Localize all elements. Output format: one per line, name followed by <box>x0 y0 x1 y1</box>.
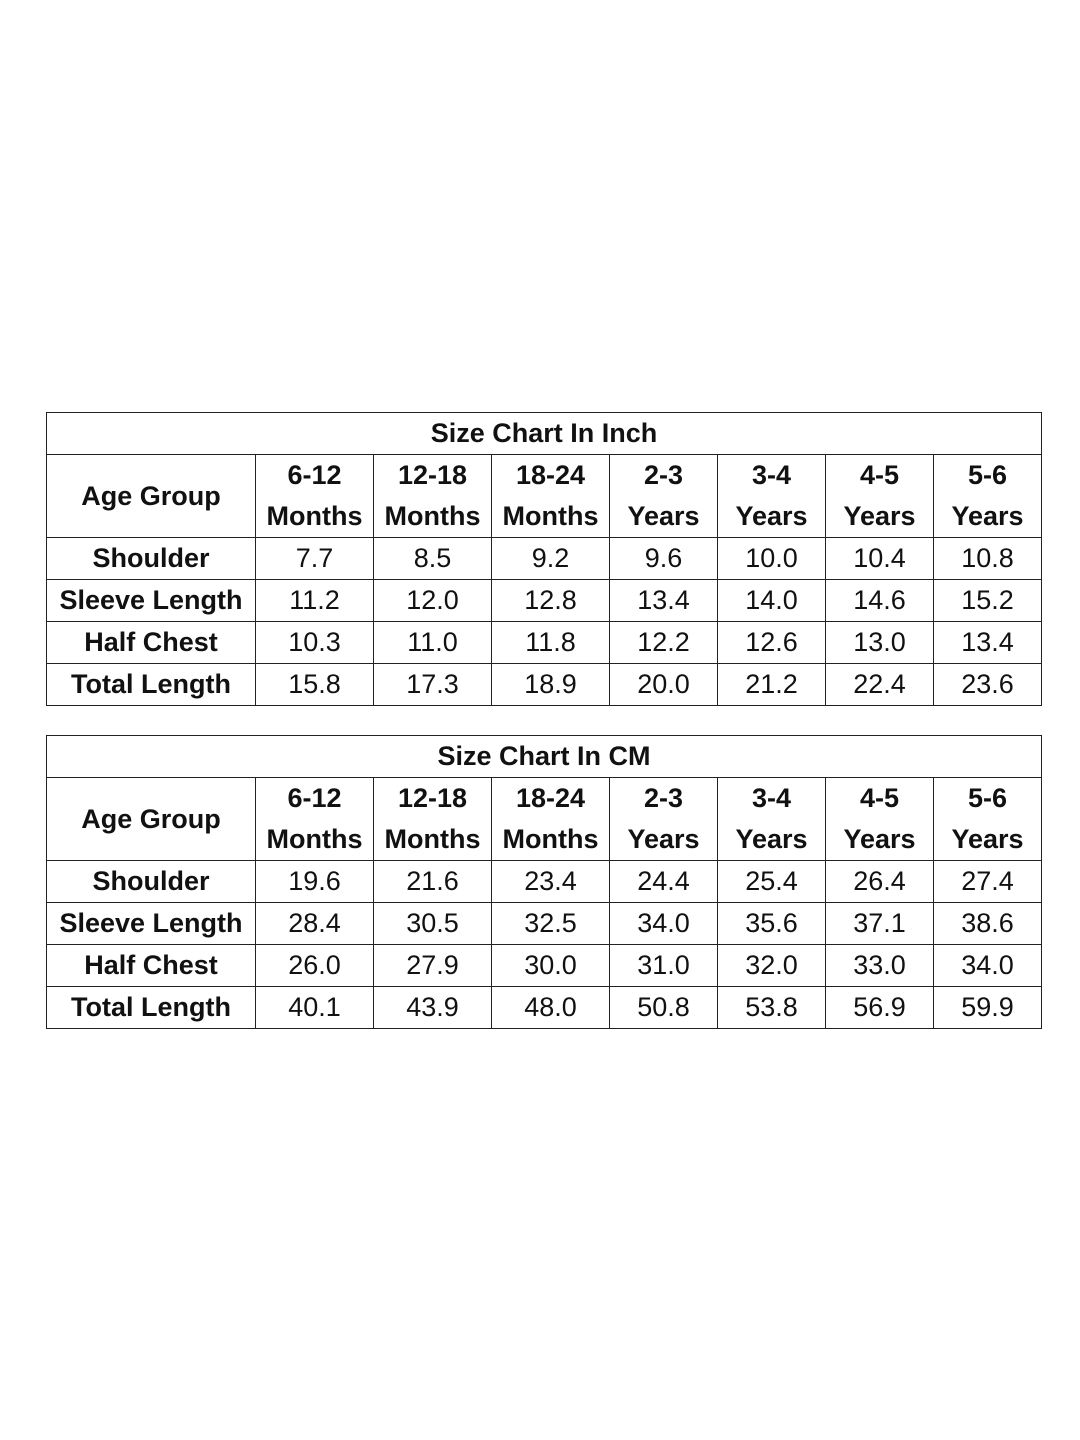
column-header-range: 12-18 <box>397 783 468 813</box>
column-header-unit: Years <box>627 501 700 531</box>
table-cell: 9.6 <box>610 538 718 580</box>
column-header-range: 5-6 <box>968 783 1008 813</box>
row-label: Half Chest <box>47 622 256 664</box>
table-row-shoulder <box>47 861 1042 903</box>
table-cell: 38.6 <box>934 903 1042 945</box>
table-cell: 35.6 <box>718 903 826 945</box>
table-row-total-length <box>47 664 1042 706</box>
table-cell: 48.0 <box>492 987 610 1029</box>
row-label: Total Length <box>47 664 256 706</box>
column-header-unit: Years <box>735 501 808 531</box>
table-cell: 15.2 <box>934 580 1042 622</box>
table-cell: 30.5 <box>374 903 492 945</box>
table-cell: 11.0 <box>374 622 492 664</box>
table-cell: 37.1 <box>826 903 934 945</box>
row-label: Shoulder <box>47 538 256 580</box>
table-cell: 13.4 <box>610 580 718 622</box>
table-cell: 24.4 <box>610 861 718 903</box>
age-group-label: Age Group <box>47 778 256 861</box>
table-cell: 25.4 <box>718 861 826 903</box>
table-cell: 20.0 <box>610 664 718 706</box>
column-header-range: 3-4 <box>751 460 792 490</box>
column-header-unit: Years <box>951 824 1024 854</box>
table-cell: 59.9 <box>934 987 1042 1029</box>
column-header-range: 4-5 <box>859 783 900 813</box>
table-cell: 10.4 <box>826 538 934 580</box>
table-cell: 23.4 <box>492 861 610 903</box>
table-row-total-length <box>47 987 1042 1029</box>
column-header-unit: Months <box>384 501 481 531</box>
size-chart-cm-table <box>46 735 1042 1029</box>
table-cell: 10.0 <box>718 538 826 580</box>
column-header <box>610 778 718 861</box>
column-header <box>718 778 826 861</box>
column-header-range: 6-12 <box>287 783 342 813</box>
table-row-sleeve-length <box>47 580 1042 622</box>
table-cell: 13.0 <box>826 622 934 664</box>
column-header-unit: Years <box>735 824 808 854</box>
row-label: Shoulder <box>47 861 256 903</box>
table-cell: 23.6 <box>934 664 1042 706</box>
column-header <box>492 778 610 861</box>
column-header-range: 12-18 <box>397 460 468 490</box>
table-title: Size Chart In Inch <box>47 413 1042 455</box>
column-header-unit: Months <box>502 501 599 531</box>
column-header <box>934 778 1042 861</box>
table-row-half-chest <box>47 945 1042 987</box>
table-title: Size Chart In CM <box>47 736 1042 778</box>
column-header-range: 4-5 <box>859 460 900 490</box>
table-cell: 22.4 <box>826 664 934 706</box>
table-cell: 34.0 <box>934 945 1042 987</box>
column-header <box>826 455 934 538</box>
column-header-unit: Months <box>266 824 363 854</box>
table-cell: 10.8 <box>934 538 1042 580</box>
table-cell: 31.0 <box>610 945 718 987</box>
column-header-unit: Months <box>266 501 363 531</box>
table-cell: 13.4 <box>934 622 1042 664</box>
table-cell: 9.2 <box>492 538 610 580</box>
table-cell: 40.1 <box>256 987 374 1029</box>
table-cell: 18.9 <box>492 664 610 706</box>
table-cell: 12.0 <box>374 580 492 622</box>
column-header <box>826 778 934 861</box>
table-cell: 10.3 <box>256 622 374 664</box>
table-title-row <box>47 413 1042 455</box>
table-cell: 30.0 <box>492 945 610 987</box>
column-header <box>374 455 492 538</box>
table-cell: 14.6 <box>826 580 934 622</box>
table-cell: 12.6 <box>718 622 826 664</box>
table-title-row <box>47 736 1042 778</box>
column-header-range: 18-24 <box>515 783 586 813</box>
column-header-range: 5-6 <box>968 460 1008 490</box>
table-cell: 21.6 <box>374 861 492 903</box>
row-label: Half Chest <box>47 945 256 987</box>
column-header-range: 18-24 <box>515 460 586 490</box>
row-label: Sleeve Length <box>47 580 256 622</box>
column-header <box>374 778 492 861</box>
column-header-unit: Years <box>951 501 1024 531</box>
table-cell: 50.8 <box>610 987 718 1029</box>
table-cell: 27.4 <box>934 861 1042 903</box>
table-cell: 14.0 <box>718 580 826 622</box>
table-header-row <box>47 455 1042 538</box>
table-cell: 26.4 <box>826 861 934 903</box>
column-header <box>256 778 374 861</box>
table-cell: 21.2 <box>718 664 826 706</box>
size-chart-inch-table <box>46 412 1042 706</box>
column-header-range: 3-4 <box>751 783 792 813</box>
table-cell: 53.8 <box>718 987 826 1029</box>
table-header-row <box>47 778 1042 861</box>
table-cell: 43.9 <box>374 987 492 1029</box>
table-cell: 15.8 <box>256 664 374 706</box>
column-header <box>256 455 374 538</box>
column-header-range: 6-12 <box>287 460 342 490</box>
table-row-half-chest <box>47 622 1042 664</box>
table-cell: 12.2 <box>610 622 718 664</box>
column-header-unit: Months <box>384 824 481 854</box>
table-cell: 17.3 <box>374 664 492 706</box>
column-header <box>492 455 610 538</box>
age-group-label: Age Group <box>47 455 256 538</box>
table-row-sleeve-length <box>47 903 1042 945</box>
table-cell: 19.6 <box>256 861 374 903</box>
table-cell: 28.4 <box>256 903 374 945</box>
table-cell: 32.0 <box>718 945 826 987</box>
table-cell: 7.7 <box>256 538 374 580</box>
table-cell: 8.5 <box>374 538 492 580</box>
row-label: Total Length <box>47 987 256 1029</box>
table-cell: 26.0 <box>256 945 374 987</box>
table-cell: 34.0 <box>610 903 718 945</box>
column-header-unit: Years <box>627 824 700 854</box>
table-cell: 33.0 <box>826 945 934 987</box>
column-header-unit: Months <box>502 824 599 854</box>
table-row-shoulder <box>47 538 1042 580</box>
table-cell: 11.8 <box>492 622 610 664</box>
row-label: Sleeve Length <box>47 903 256 945</box>
table-cell: 11.2 <box>256 580 374 622</box>
table-cell: 56.9 <box>826 987 934 1029</box>
table-cell: 12.8 <box>492 580 610 622</box>
column-header-unit: Years <box>843 501 916 531</box>
column-header <box>610 455 718 538</box>
column-header-unit: Years <box>843 824 916 854</box>
table-cell: 32.5 <box>492 903 610 945</box>
column-header <box>934 455 1042 538</box>
table-cell: 27.9 <box>374 945 492 987</box>
column-header <box>718 455 826 538</box>
column-header-range: 2-3 <box>643 460 684 490</box>
column-header-range: 2-3 <box>643 783 684 813</box>
